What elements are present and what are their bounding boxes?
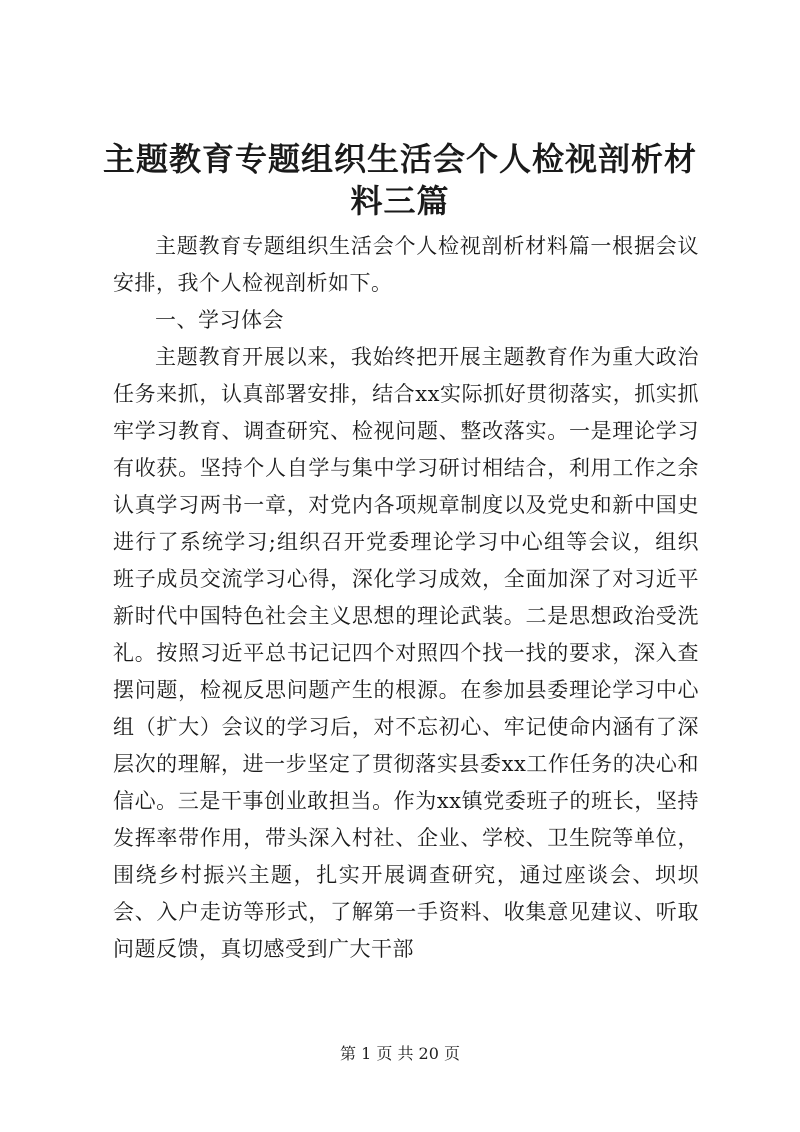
paragraph-main: 主题教育开展以来，我始终把开展主题教育作为重大政治任务来抓，认真部署安排，结合xx实际抓好贯彻落实，抓实抓牢学习教育、调查研究、检视问题、整改落实。一是理论学习有收获。坚持个人自学与集中学习研讨相结合，利用工作之余认真学习两书一章，对党内各项规章制度以及党史和新中国史进行了系统学习;组织召开党委理论学习中心组等会议，组织班子成员交流学习心得，深化学习成效，全面加深了对习近平新时代中国特色社会主义思想的理论武装。二是思想政治受洗礼。按照习近平总书记记四个对照四个找一找的要求，深入查摆问题，检视反思问题产生的根源。在参加县委理论学习中心组（扩大）会议的学习后，对不忘初心、牢记使命内涵有了深层次的理解，进一步坚定了贯彻落实县委xx工作任务的决心和信心。三是干事创业敢担当。作为xx镇党委班子的班长，坚持发挥率带作用，带头深入村社、企业、学校、卫生院等单位，围绕乡村振兴主题，扎实开展调查研究，通过座谈会、坝坝会、入户走访等形式，了解第一手资料、收集意见建议、听取问题反馈，真切感受到广大干部 <box>113 345 699 961</box>
paragraph-intro: 主题教育专题组织生活会个人检视剖析材料篇一根据会议安排，我个人检视剖析如下。 <box>113 234 699 295</box>
paragraph-section-heading: 一、学习体会 <box>155 308 284 332</box>
document-body <box>113 228 699 968</box>
document-title: 主题教育专题组织生活会个人检视剖析材料三篇 <box>102 140 697 220</box>
page-footer: 第 1 页 共 20 页 <box>340 1044 460 1063</box>
